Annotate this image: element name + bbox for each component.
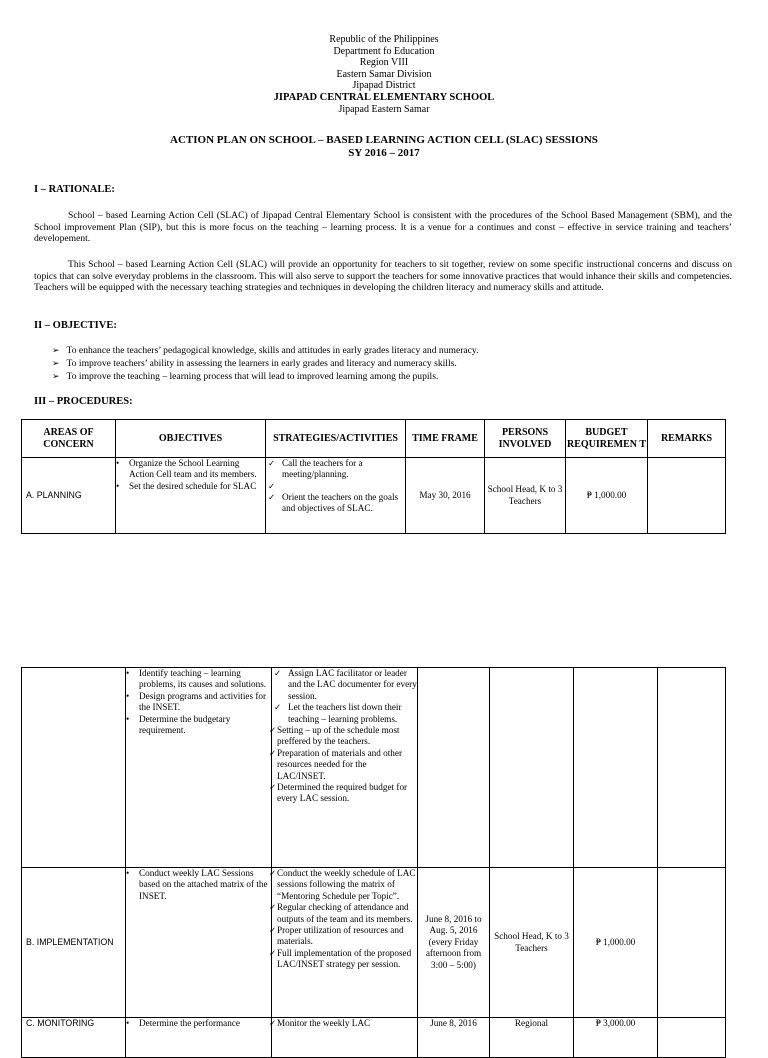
- list-item: • Conduct weekly LAC Sessions based on the attached matrix of the INSET.: [126, 868, 271, 902]
- table-header-row: [22, 420, 726, 458]
- list-item: • Determine the budgetary requirement.: [126, 714, 271, 737]
- list-item: • Determine the performance: [126, 1018, 271, 1029]
- list-item: ✓ Call the teachers for a meeting/planning.: [266, 458, 405, 481]
- remarks-cell: [658, 868, 726, 1018]
- persons-involved-cell: School Head, K to 3 Teachers: [490, 868, 574, 1018]
- objectives-cell: [126, 668, 272, 868]
- rationale-heading: I – RATIONALE:: [34, 184, 115, 195]
- title-line-2: SY 2016 – 2017: [348, 147, 420, 159]
- time-frame-cell: May 30, 2016: [406, 458, 485, 534]
- column-header: OBJECTIVES: [116, 420, 266, 458]
- column-header: BUDGET REQUIREMEN T: [566, 420, 648, 458]
- column-header: STRATEGIES/ACTIVITIES: [266, 420, 406, 458]
- list-item: ✓ Orient the teachers on the goals and objectives of SLAC.: [266, 492, 405, 515]
- list-item: ✓ Conduct the weekly schedule of LAC sessions following the matrix of “Mentoring Schedule per Topic”.: [272, 868, 417, 902]
- persons-involved-cell: School Head, K to 3 Teachers: [485, 458, 566, 534]
- list-item: ✓ Setting – up of the schedule most preffered by the teachers.: [272, 725, 417, 748]
- table-row-implementation: [22, 868, 726, 1018]
- title-line-1: ACTION PLAN ON SCHOOL – BASED LEARNING ACTION CELL (SLAC) SESSIONS: [170, 134, 598, 146]
- list-item: ✓ Regular checking of attendance and outputs of the team and its members.: [272, 902, 417, 925]
- column-header: TIME FRAME: [406, 420, 485, 458]
- objective-item: ➢ To enhance the teachers’ pedagogical knowledge, skills and attitudes in early grades literacy and numeracy.: [52, 344, 479, 357]
- procedures-table: [21, 419, 726, 534]
- school-name: JIPAPAD CENTRAL ELEMENTARY SCHOOL: [273, 91, 495, 103]
- objectives-cell: [116, 458, 266, 534]
- budget-cell: ₱ 1,000.00: [574, 868, 658, 1018]
- list-item: ✓ Monitor the weekly LAC: [272, 1018, 417, 1029]
- strategies-cell: [266, 458, 406, 534]
- budget-cell: [574, 668, 658, 868]
- list-item: • Set the desired schedule for SLAC: [116, 481, 265, 492]
- objectives-cell: [126, 868, 272, 1018]
- time-frame-cell: June 8, 2016 to Aug. 5, 2016 (every Friday afternoon from 3:00 – 5:00): [418, 868, 490, 1018]
- objective-item: ➢ To improve the teaching – learning process that will lead to improved learning among the pupils.: [52, 370, 479, 383]
- list-item: ✓ Preparation of materials and other resources needed for the LAC/INSET.: [272, 748, 417, 782]
- column-header: AREAS OF CONCERN: [22, 420, 116, 458]
- header-line: Jipapad District: [352, 80, 416, 92]
- document-header: [0, 34, 768, 115]
- objective-item: ➢ To improve teachers’ ability in assessing the learners in early grades and literacy and numeracy skills.: [52, 357, 479, 370]
- area-of-concern: [22, 668, 126, 868]
- header-line: Republic of the Philippines: [329, 34, 439, 45]
- area-of-concern: C. MONITORING: [22, 1018, 126, 1058]
- budget-cell: ₱ 1,000.00: [566, 458, 648, 534]
- budget-cell: ₱ 3,000.00: [574, 1018, 658, 1058]
- remarks-cell: [648, 458, 726, 534]
- time-frame-cell: [418, 668, 490, 868]
- objective-list: [52, 344, 479, 384]
- header-line: Region VIII: [359, 57, 409, 69]
- header-line: Department fo Education: [333, 45, 435, 57]
- area-of-concern: B. IMPLEMENTATION: [22, 868, 126, 1018]
- objective-heading: II – OBJECTIVE:: [34, 320, 117, 331]
- list-item: ✓ Determined the required budget for every LAC session.: [272, 782, 417, 805]
- list-item: • Identify teaching – learning problems, its causes and solutions.: [126, 668, 271, 691]
- time-frame-cell: June 8, 2016: [418, 1018, 490, 1058]
- school-address: Jipapad Eastern Samar: [338, 103, 430, 115]
- strategies-cell: [272, 868, 418, 1018]
- list-item: ✓ Let the teachers list down their teaching – learning problems.: [272, 702, 417, 725]
- procedures-table-continued: [21, 667, 726, 1058]
- strategies-cell: [272, 668, 418, 868]
- procedures-heading: III – PROCEDURES:: [34, 396, 133, 407]
- column-header: REMARKS: [648, 420, 726, 458]
- remarks-cell: [658, 668, 726, 868]
- spacer: [266, 481, 405, 492]
- list-item: • Design programs and activities for the INSET.: [126, 691, 271, 714]
- list-item: ✓ Proper utilization of resources and materials.: [272, 925, 417, 948]
- table-row-planning-continued: [22, 668, 726, 868]
- header-line: Eastern Samar Division: [336, 68, 432, 80]
- list-item: ✓ Assign LAC facilitator or leader and the LAC documenter for every session.: [272, 668, 417, 702]
- table-row-planning: [22, 458, 726, 534]
- area-of-concern: A. PLANNING: [22, 458, 116, 534]
- list-item: • Organize the School Learning Action Cell team and its members.: [116, 458, 265, 481]
- document-title: [0, 134, 768, 160]
- persons-involved-cell: Regional: [490, 1018, 574, 1058]
- rationale-paragraph-1: School – based Learning Action Cell (SLAC) of Jipapad Central Elementary School is consistent with the procedures of the School Based Management (SBM), and the School improvement Plan (SIP), but this is more focus on the teaching – learning process. It is a venue for a continues and const – effective in service training and teachers’ developement.: [34, 210, 732, 245]
- persons-involved-cell: [490, 668, 574, 868]
- list-item: ✓ Full implementation of the proposed LAC/INSET strategy per session.: [272, 948, 417, 971]
- column-header: PERSONS INVOLVED: [485, 420, 566, 458]
- rationale-paragraph-2: This School – based Learning Action Cell (SLAC) will provide an opportunity for teachers to sit together, review on some specific instructional concerns and discuss on topics that can solve everyday problems in the classroom. This will also serve to support the teachers for some innovative practices that would inhance their skills and competencies. Teachers will be equipped with the necessary teaching strategies and techniques in developing the children literacy and numeracy skills and attitude.: [34, 259, 732, 294]
